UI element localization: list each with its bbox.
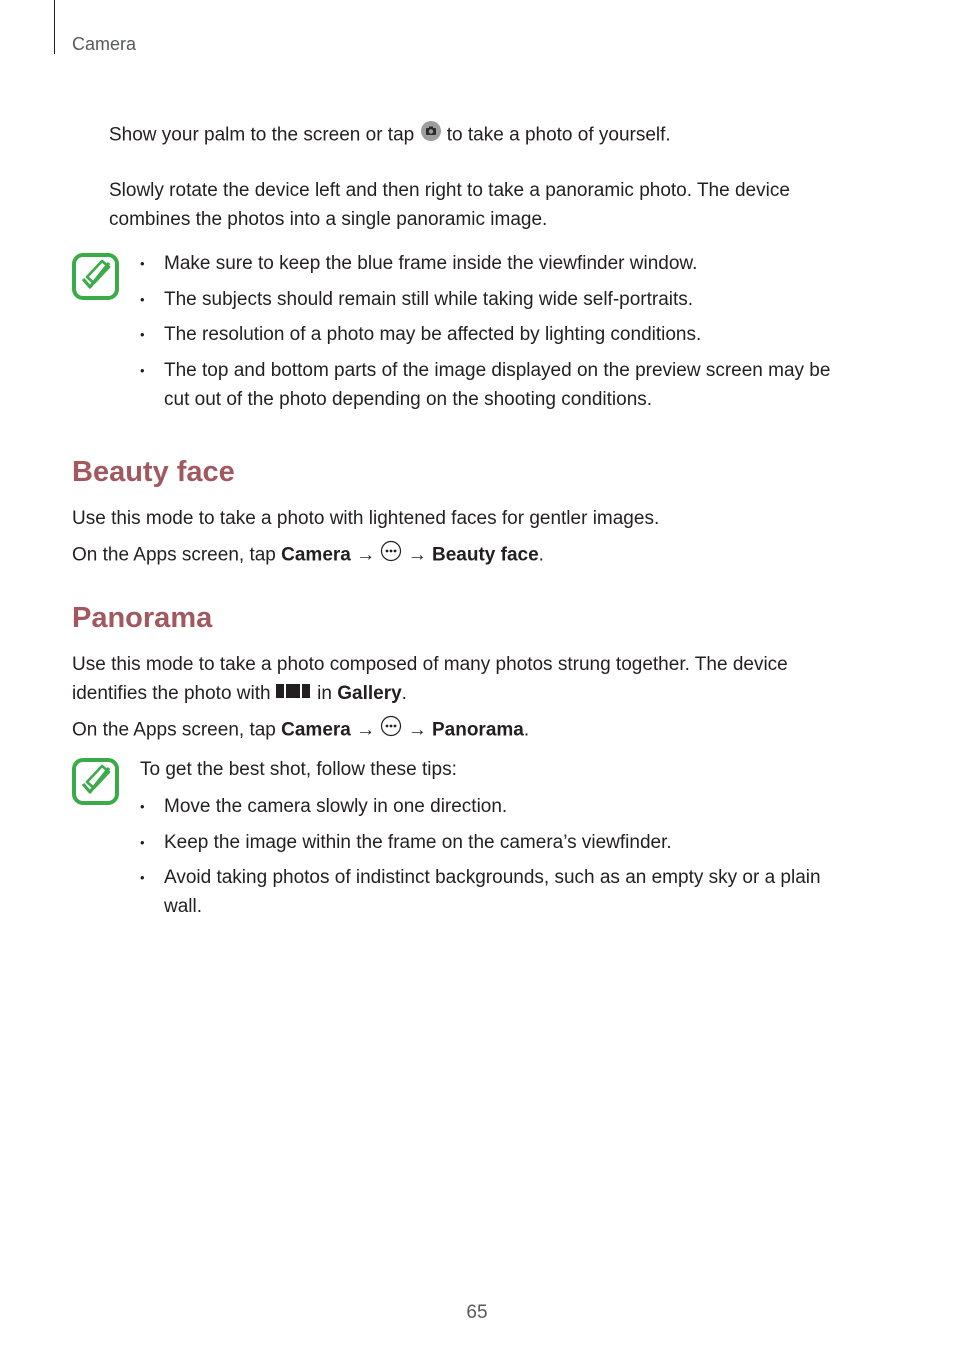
list-item: • The top and bottom parts of the image displayed on the preview screen may be cut out of the photo depending on the shooting conditions. bbox=[140, 356, 860, 414]
wide-selfie-paragraph: Slowly rotate the device left and then right to take a panoramic photo. The device combines the photos into a single panoramic image. bbox=[109, 180, 790, 230]
path-mode-panorama: Panorama bbox=[431, 719, 524, 741]
path-app-camera: Camera bbox=[281, 544, 351, 566]
panorama-icon bbox=[276, 679, 312, 708]
path-app-camera: Camera bbox=[281, 719, 351, 741]
list-item: • Move the camera slowly in one direction. bbox=[140, 792, 860, 821]
list-item: • Make sure to keep the blue frame inside the viewfinder window. bbox=[140, 249, 860, 278]
section-heading-beauty-face: Beauty face bbox=[72, 456, 235, 488]
list-item: • Avoid taking photos of indistinct backgrounds, such as an empty sky or a plain wall. bbox=[140, 863, 860, 921]
tips-intro: To get the best shot, follow these tips: bbox=[140, 759, 457, 780]
app-gallery: Gallery bbox=[337, 683, 402, 704]
period: . bbox=[523, 719, 530, 741]
list-item: • The resolution of a photo may be affected by lighting conditions. bbox=[140, 320, 860, 349]
arrow: → bbox=[407, 544, 427, 566]
arrow: → bbox=[356, 719, 376, 741]
period: . bbox=[401, 683, 407, 704]
arrow: → bbox=[407, 719, 427, 741]
beauty-description: Use this mode to take a photo with lightened faces for gentler images. bbox=[72, 508, 660, 529]
path-prefix: On the Apps screen, tap bbox=[72, 544, 276, 566]
panorama-description bbox=[72, 650, 832, 708]
beauty-path bbox=[72, 540, 872, 571]
panorama-desc-text: Use this mode to take a photo composed of many photos strung together. The device identifies the photo with bbox=[72, 654, 788, 704]
camera-shutter-icon bbox=[420, 120, 442, 151]
page-number: 65 bbox=[466, 1302, 488, 1323]
note-list bbox=[140, 249, 860, 420]
running-header: Camera bbox=[72, 34, 137, 54]
path-prefix: On the Apps screen, tap bbox=[72, 719, 276, 741]
list-item: • Keep the image within the frame on the camera’s viewfinder. bbox=[140, 828, 860, 857]
note-icon bbox=[72, 758, 119, 805]
arrow: → bbox=[356, 544, 376, 566]
tips-list bbox=[140, 792, 860, 928]
palm-paragraph bbox=[109, 120, 869, 151]
palm-text-before: Show your palm to the screen or tap bbox=[109, 124, 415, 146]
more-options-icon bbox=[380, 715, 402, 746]
period: . bbox=[538, 544, 544, 566]
more-options-icon bbox=[380, 540, 402, 571]
palm-text-after: to take a photo of yourself. bbox=[446, 124, 671, 146]
list-item: • The subjects should remain still while taking wide self-portraits. bbox=[140, 285, 860, 314]
note-icon bbox=[72, 253, 119, 300]
page-edge-rule bbox=[54, 0, 55, 54]
panorama-desc-in: in bbox=[317, 683, 332, 704]
path-mode-beauty-face: Beauty face bbox=[431, 544, 539, 566]
section-heading-panorama: Panorama bbox=[72, 602, 213, 634]
panorama-path bbox=[72, 715, 872, 746]
